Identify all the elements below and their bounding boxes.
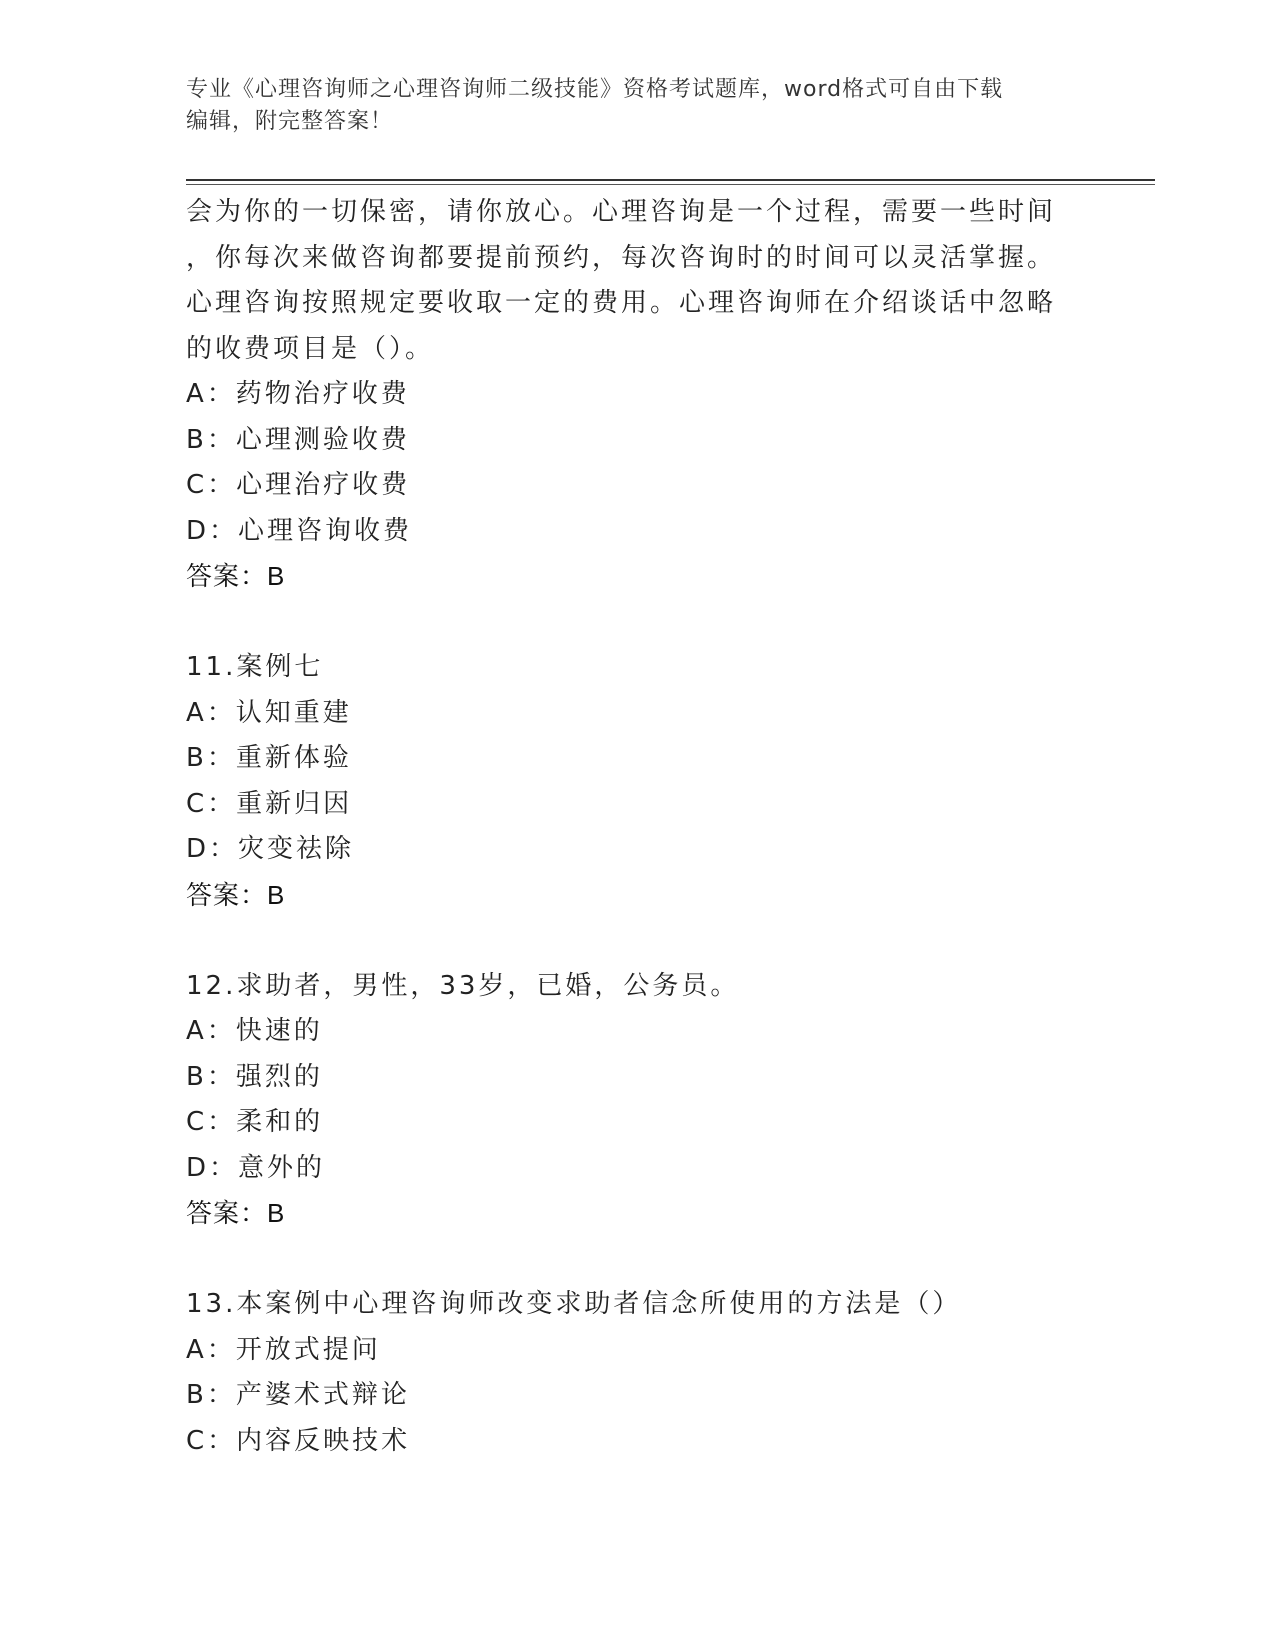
question-11-answer: 答案：B bbox=[186, 879, 286, 910]
question-12-option-c: C：柔和的 bbox=[186, 1107, 324, 1137]
question-11-option-c: C：重新归因 bbox=[186, 788, 353, 819]
question-11-option-b: B：重新体验 bbox=[186, 743, 352, 773]
question-13-option-b: B：产婆术式辩论 bbox=[186, 1380, 410, 1410]
question-11-text: 11.案例七 bbox=[186, 652, 324, 682]
question-10-text-line-3: 心理咨询按照规定要收取一定的费用。心理咨询师在介绍谈话中忽略 bbox=[186, 288, 1057, 318]
question-13 bbox=[186, 1282, 1146, 1464]
question-10-text-line-4: 的收费项目是（）。 bbox=[186, 333, 435, 364]
question-13-option-a: A：开放式提问 bbox=[186, 1334, 381, 1365]
header-rule-thick bbox=[186, 179, 1155, 181]
question-13-option-c: C：内容反映技术 bbox=[186, 1425, 411, 1456]
spacer bbox=[186, 600, 1146, 646]
question-10-answer: 答案：B bbox=[186, 561, 286, 591]
question-12-text: 12.求助者，男性，33岁，已婚，公务员。 bbox=[186, 970, 740, 1001]
question-10-option-b: B：心理测验收费 bbox=[186, 424, 410, 455]
question-11-option-a: A：认知重建 bbox=[186, 697, 352, 728]
question-13-text: 13.本案例中心理咨询师改变求助者信念所使用的方法是（） bbox=[186, 1289, 962, 1319]
header-line-2: 编辑，附完整答案！ bbox=[186, 109, 394, 134]
question-10-text-line-2: ，你每次来做咨询都要提前预约，每次咨询时的时间可以灵活掌握。 bbox=[186, 242, 1057, 273]
question-12 bbox=[186, 964, 1146, 1237]
question-10-text-line-1: 会为你的一切保密，请你放心。心理咨询是一个过程，需要一些时间 bbox=[186, 197, 1057, 227]
question-11 bbox=[186, 645, 1146, 918]
question-10-option-a: A：药物治疗收费 bbox=[186, 379, 410, 409]
question-12-option-a: A：快速的 bbox=[186, 1016, 323, 1046]
question-10-option-c: C：心理治疗收费 bbox=[186, 470, 411, 500]
question-12-option-b: B：强烈的 bbox=[186, 1061, 323, 1092]
document-header bbox=[186, 74, 1086, 138]
header-line-1: 专业《心理咨询师之心理咨询师二级技能》资格考试题库，word格式可自由下载 bbox=[186, 77, 1004, 102]
question-10-option-d: D：心理咨询收费 bbox=[186, 515, 413, 546]
header-rule-thin bbox=[186, 184, 1155, 185]
spacer bbox=[186, 1237, 1146, 1283]
question-12-answer: 答案：B bbox=[186, 1198, 286, 1228]
question-list bbox=[186, 190, 1146, 1464]
spacer bbox=[186, 918, 1146, 964]
question-11-option-d: D：灾变祛除 bbox=[186, 834, 355, 864]
question-12-option-d: D：意外的 bbox=[186, 1152, 326, 1183]
question-10 bbox=[186, 190, 1146, 600]
